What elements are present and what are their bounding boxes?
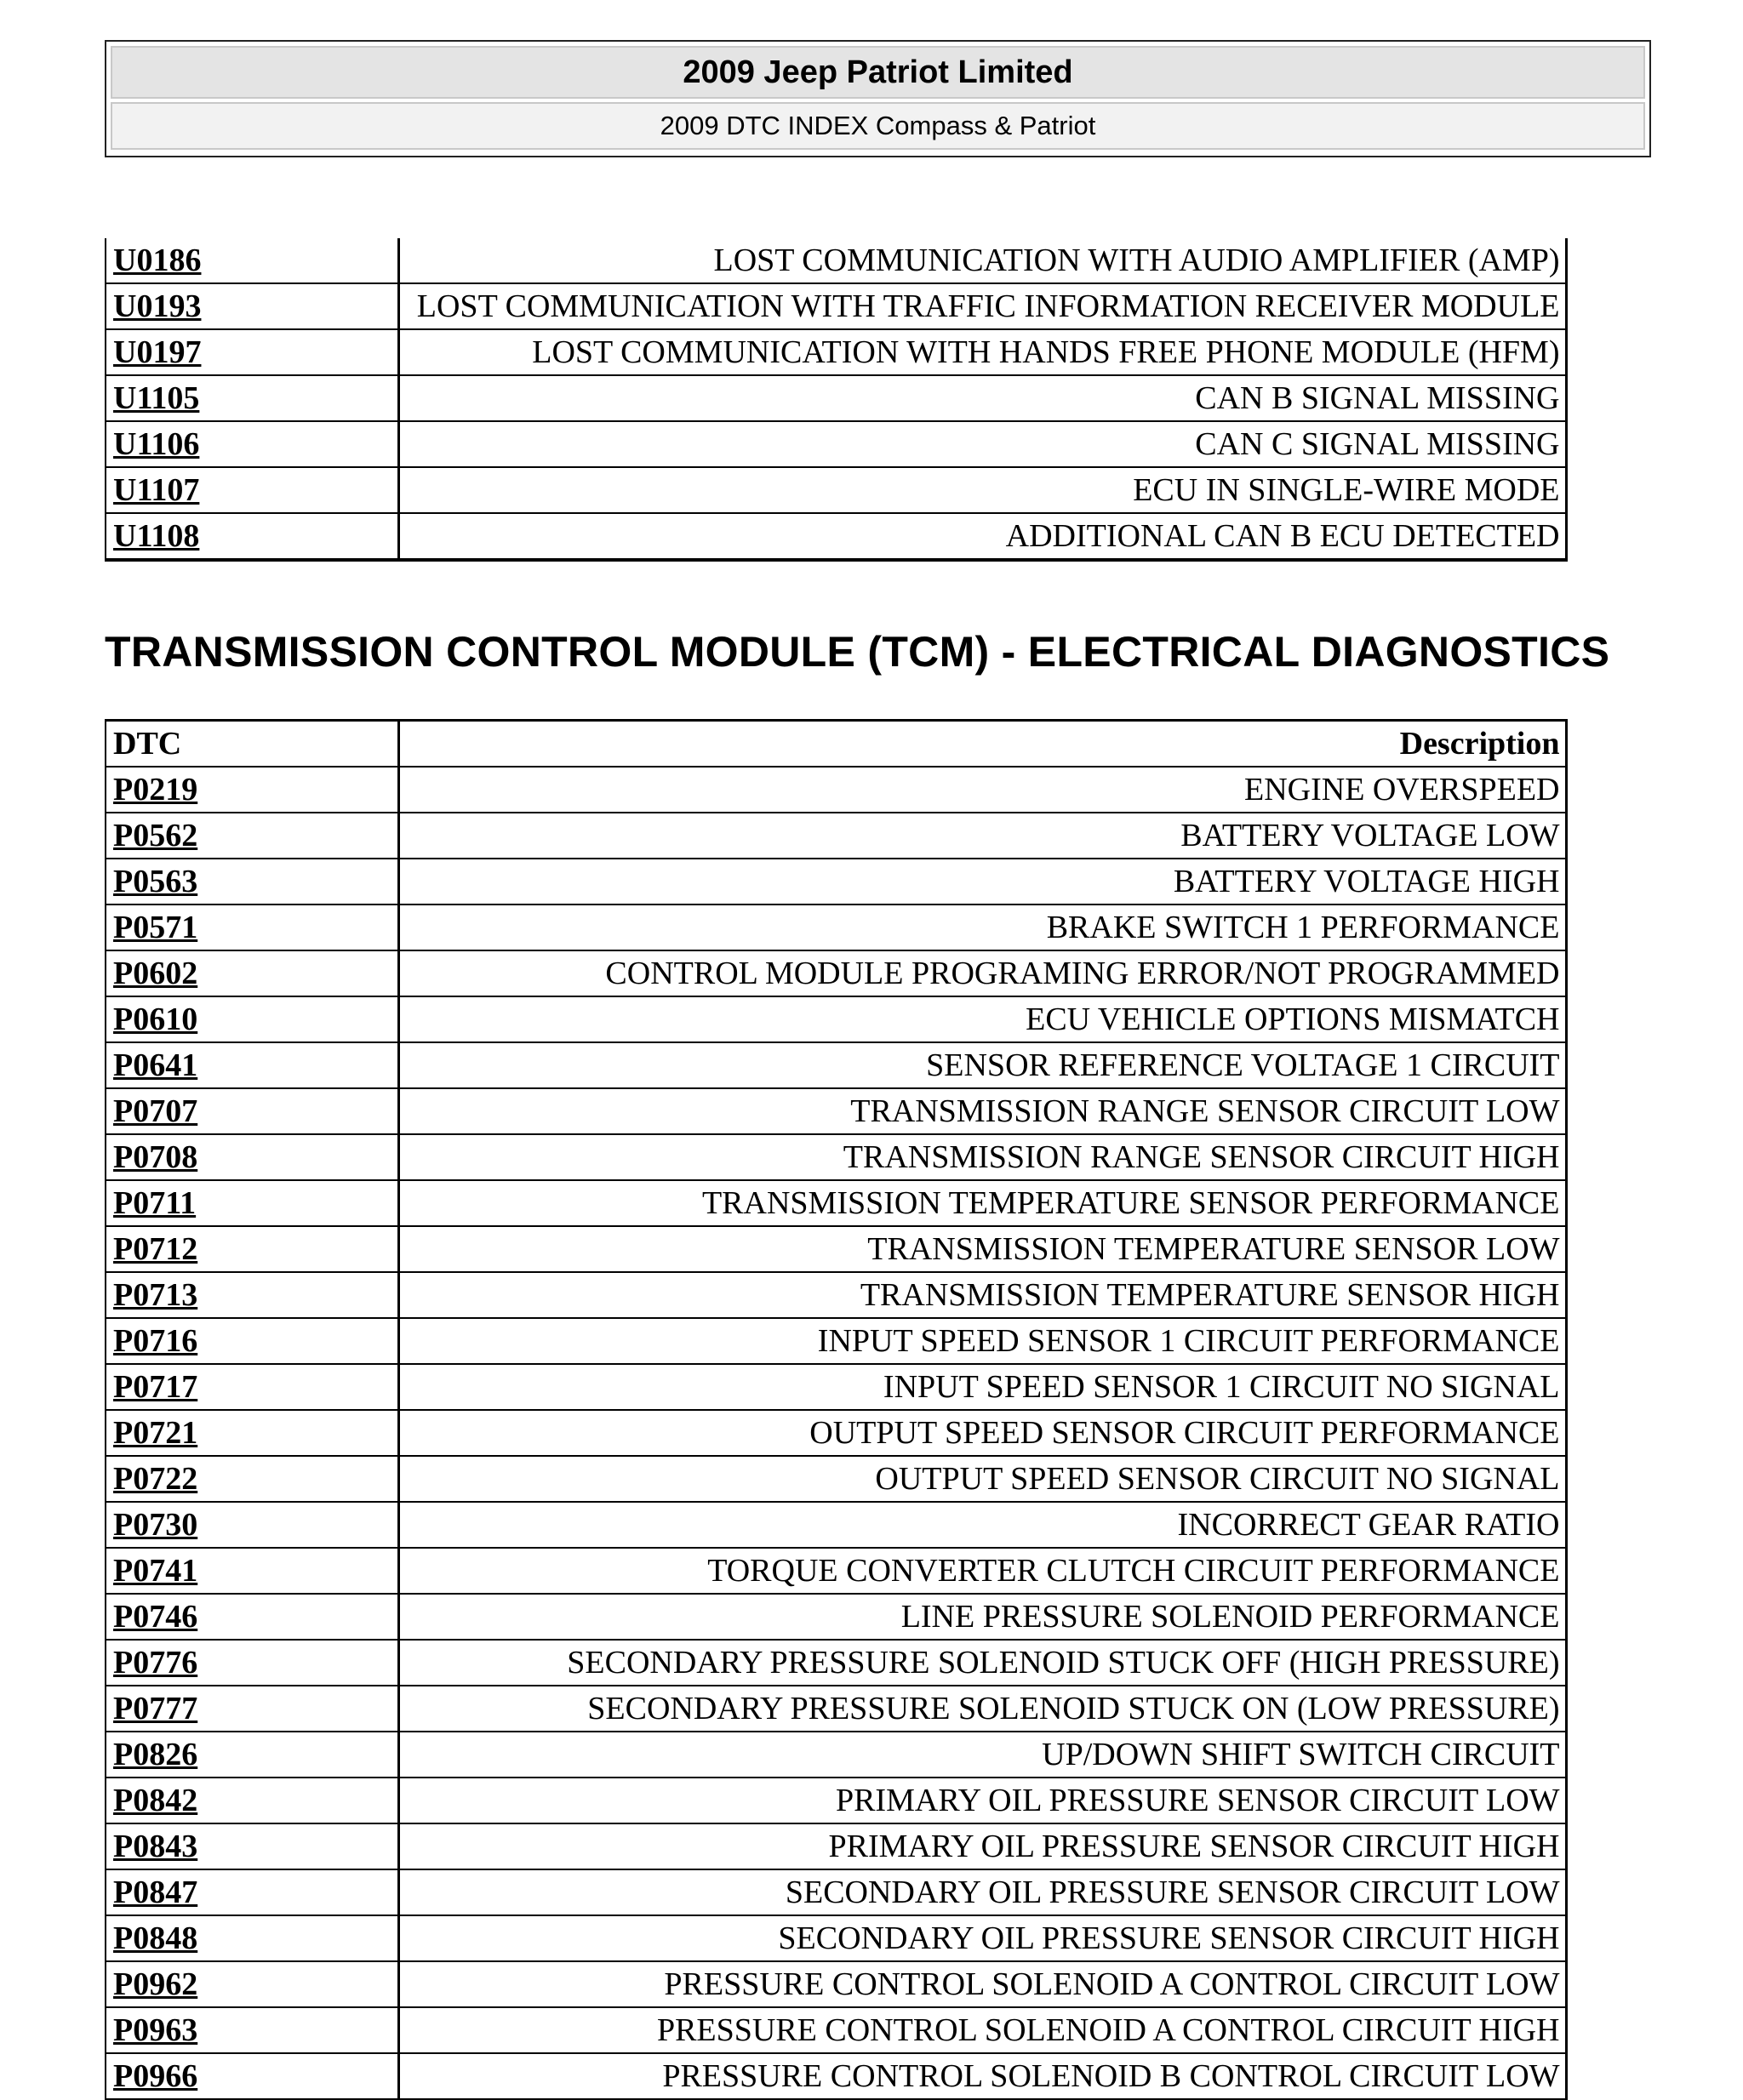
table-row: [106, 813, 1566, 859]
dtc-description: SECONDARY OIL PRESSURE SENSOR CIRCUIT HIGH: [398, 1915, 1566, 1961]
table-row: [106, 1456, 1566, 1502]
dtc-description: TRANSMISSION RANGE SENSOR CIRCUIT LOW: [398, 1088, 1566, 1134]
dtc-code-link[interactable]: P0610: [106, 996, 398, 1042]
dtc-code-link[interactable]: P0641: [106, 1042, 398, 1088]
column-header-description: Description: [398, 721, 1566, 768]
dtc-code-link[interactable]: P0826: [106, 1732, 398, 1778]
dtc-code-link[interactable]: U1106: [106, 421, 398, 467]
tcm-dtc-table: [105, 719, 1568, 2100]
table-row: [106, 1732, 1566, 1778]
dtc-code-link[interactable]: U1108: [106, 513, 398, 560]
table-row: [106, 513, 1566, 560]
dtc-description: INPUT SPEED SENSOR 1 CIRCUIT PERFORMANCE: [398, 1318, 1566, 1364]
document-header: [105, 40, 1651, 157]
dtc-description: LINE PRESSURE SOLENOID PERFORMANCE: [398, 1594, 1566, 1640]
dtc-description: CONTROL MODULE PROGRAMING ERROR/NOT PROGRAMMED: [398, 950, 1566, 996]
dtc-code-link[interactable]: U0197: [106, 329, 398, 375]
dtc-description: INCORRECT GEAR RATIO: [398, 1502, 1566, 1548]
dtc-description: SENSOR REFERENCE VOLTAGE 1 CIRCUIT: [398, 1042, 1566, 1088]
dtc-code-link[interactable]: P0712: [106, 1226, 398, 1272]
dtc-code-link[interactable]: U0186: [106, 238, 398, 283]
dtc-code-link[interactable]: P0848: [106, 1915, 398, 1961]
dtc-description: OUTPUT SPEED SENSOR CIRCUIT PERFORMANCE: [398, 1410, 1566, 1456]
dtc-description: SECONDARY OIL PRESSURE SENSOR CIRCUIT LOW: [398, 1869, 1566, 1915]
table-row: [106, 2007, 1566, 2053]
table-row: [106, 283, 1566, 329]
table-row: [106, 1502, 1566, 1548]
dtc-description: UP/DOWN SHIFT SWITCH CIRCUIT: [398, 1732, 1566, 1778]
dtc-description: CAN C SIGNAL MISSING: [398, 421, 1566, 467]
table-row: [106, 1088, 1566, 1134]
dtc-code-link[interactable]: P0776: [106, 1640, 398, 1686]
vehicle-title: 2009 Jeep Patriot Limited: [111, 46, 1645, 99]
dtc-code-link[interactable]: P0962: [106, 1961, 398, 2007]
table-row: [106, 1594, 1566, 1640]
table-row: [106, 329, 1566, 375]
continued-dtc-table: [105, 238, 1568, 562]
dtc-description: TRANSMISSION TEMPERATURE SENSOR HIGH: [398, 1272, 1566, 1318]
dtc-description: TRANSMISSION TEMPERATURE SENSOR PERFORMANCE: [398, 1180, 1566, 1226]
table-row: [106, 1042, 1566, 1088]
table-header-row: [106, 721, 1566, 768]
dtc-description: LOST COMMUNICATION WITH TRAFFIC INFORMATION RECEIVER MODULE: [398, 283, 1566, 329]
dtc-code-link[interactable]: P0711: [106, 1180, 398, 1226]
dtc-code-link[interactable]: P0777: [106, 1686, 398, 1732]
dtc-code-link[interactable]: U1107: [106, 467, 398, 513]
table-row: [106, 238, 1566, 283]
table-row: [106, 375, 1566, 421]
table-row: [106, 1180, 1566, 1226]
dtc-description: PRIMARY OIL PRESSURE SENSOR CIRCUIT HIGH: [398, 1823, 1566, 1869]
dtc-description: ENGINE OVERSPEED: [398, 767, 1566, 813]
dtc-code-link[interactable]: P0716: [106, 1318, 398, 1364]
dtc-code-link[interactable]: P0963: [106, 2007, 398, 2053]
table-row: [106, 421, 1566, 467]
table-row: [106, 859, 1566, 904]
dtc-code-link[interactable]: P0219: [106, 767, 398, 813]
dtc-code-link[interactable]: P0717: [106, 1364, 398, 1410]
dtc-description: PRIMARY OIL PRESSURE SENSOR CIRCUIT LOW: [398, 1778, 1566, 1823]
dtc-description: PRESSURE CONTROL SOLENOID B CONTROL CIRCUIT LOW: [398, 2053, 1566, 2099]
dtc-description: ADDITIONAL CAN B ECU DETECTED: [398, 513, 1566, 560]
table-row: [106, 1410, 1566, 1456]
column-header-dtc: DTC: [106, 721, 398, 768]
dtc-description: LOST COMMUNICATION WITH HANDS FREE PHONE MODULE (HFM): [398, 329, 1566, 375]
table-row: [106, 2053, 1566, 2099]
table-row: [106, 1640, 1566, 1686]
dtc-code-link[interactable]: P0966: [106, 2053, 398, 2099]
dtc-code-link[interactable]: P0722: [106, 1456, 398, 1502]
dtc-description: SECONDARY PRESSURE SOLENOID STUCK OFF (HIGH PRESSURE): [398, 1640, 1566, 1686]
dtc-description: BATTERY VOLTAGE HIGH: [398, 859, 1566, 904]
table-row: [106, 1778, 1566, 1823]
dtc-code-link[interactable]: P0602: [106, 950, 398, 996]
dtc-code-link[interactable]: U0193: [106, 283, 398, 329]
table-row: [106, 767, 1566, 813]
dtc-description: SECONDARY PRESSURE SOLENOID STUCK ON (LOW PRESSURE): [398, 1686, 1566, 1732]
dtc-description: PRESSURE CONTROL SOLENOID A CONTROL CIRCUIT HIGH: [398, 2007, 1566, 2053]
tcm-section-heading: TRANSMISSION CONTROL MODULE (TCM) - ELECTRICAL DIAGNOSTICS: [105, 628, 1610, 676]
dtc-description: TORQUE CONVERTER CLUTCH CIRCUIT PERFORMANCE: [398, 1548, 1566, 1594]
dtc-description: TRANSMISSION RANGE SENSOR CIRCUIT HIGH: [398, 1134, 1566, 1180]
table-row: [106, 1915, 1566, 1961]
table-row: [106, 950, 1566, 996]
dtc-description: INPUT SPEED SENSOR 1 CIRCUIT NO SIGNAL: [398, 1364, 1566, 1410]
dtc-code-link[interactable]: P0563: [106, 859, 398, 904]
index-subtitle: 2009 DTC INDEX Compass & Patriot: [111, 102, 1645, 150]
table-row: [106, 1272, 1566, 1318]
table-row: [106, 1318, 1566, 1364]
dtc-code-link[interactable]: U1105: [106, 375, 398, 421]
dtc-description: PRESSURE CONTROL SOLENOID A CONTROL CIRCUIT LOW: [398, 1961, 1566, 2007]
table-row: [106, 1869, 1566, 1915]
dtc-code-link[interactable]: P0707: [106, 1088, 398, 1134]
dtc-code-link[interactable]: P0713: [106, 1272, 398, 1318]
table-row: [106, 1134, 1566, 1180]
dtc-code-link[interactable]: P0847: [106, 1869, 398, 1915]
table-row: [106, 1686, 1566, 1732]
dtc-description: TRANSMISSION TEMPERATURE SENSOR LOW: [398, 1226, 1566, 1272]
table-row: [106, 467, 1566, 513]
dtc-description: LOST COMMUNICATION WITH AUDIO AMPLIFIER (AMP): [398, 238, 1566, 283]
table-row: [106, 1961, 1566, 2007]
table-row: [106, 904, 1566, 950]
dtc-description: BATTERY VOLTAGE LOW: [398, 813, 1566, 859]
dtc-code-link[interactable]: P0741: [106, 1548, 398, 1594]
dtc-code-link[interactable]: P0562: [106, 813, 398, 859]
dtc-description: ECU VEHICLE OPTIONS MISMATCH: [398, 996, 1566, 1042]
dtc-code-link[interactable]: P0721: [106, 1410, 398, 1456]
table-row: [106, 1226, 1566, 1272]
dtc-code-link[interactable]: P0730: [106, 1502, 398, 1548]
table-row: [106, 1548, 1566, 1594]
dtc-code-link[interactable]: P0708: [106, 1134, 398, 1180]
dtc-code-link[interactable]: P0842: [106, 1778, 398, 1823]
dtc-code-link[interactable]: P0746: [106, 1594, 398, 1640]
dtc-code-link[interactable]: P0571: [106, 904, 398, 950]
table-row: [106, 1823, 1566, 1869]
dtc-description: BRAKE SWITCH 1 PERFORMANCE: [398, 904, 1566, 950]
table-row: [106, 996, 1566, 1042]
table-row: [106, 1364, 1566, 1410]
dtc-description: OUTPUT SPEED SENSOR CIRCUIT NO SIGNAL: [398, 1456, 1566, 1502]
dtc-description: CAN B SIGNAL MISSING: [398, 375, 1566, 421]
dtc-description: ECU IN SINGLE-WIRE MODE: [398, 467, 1566, 513]
dtc-code-link[interactable]: P0843: [106, 1823, 398, 1869]
